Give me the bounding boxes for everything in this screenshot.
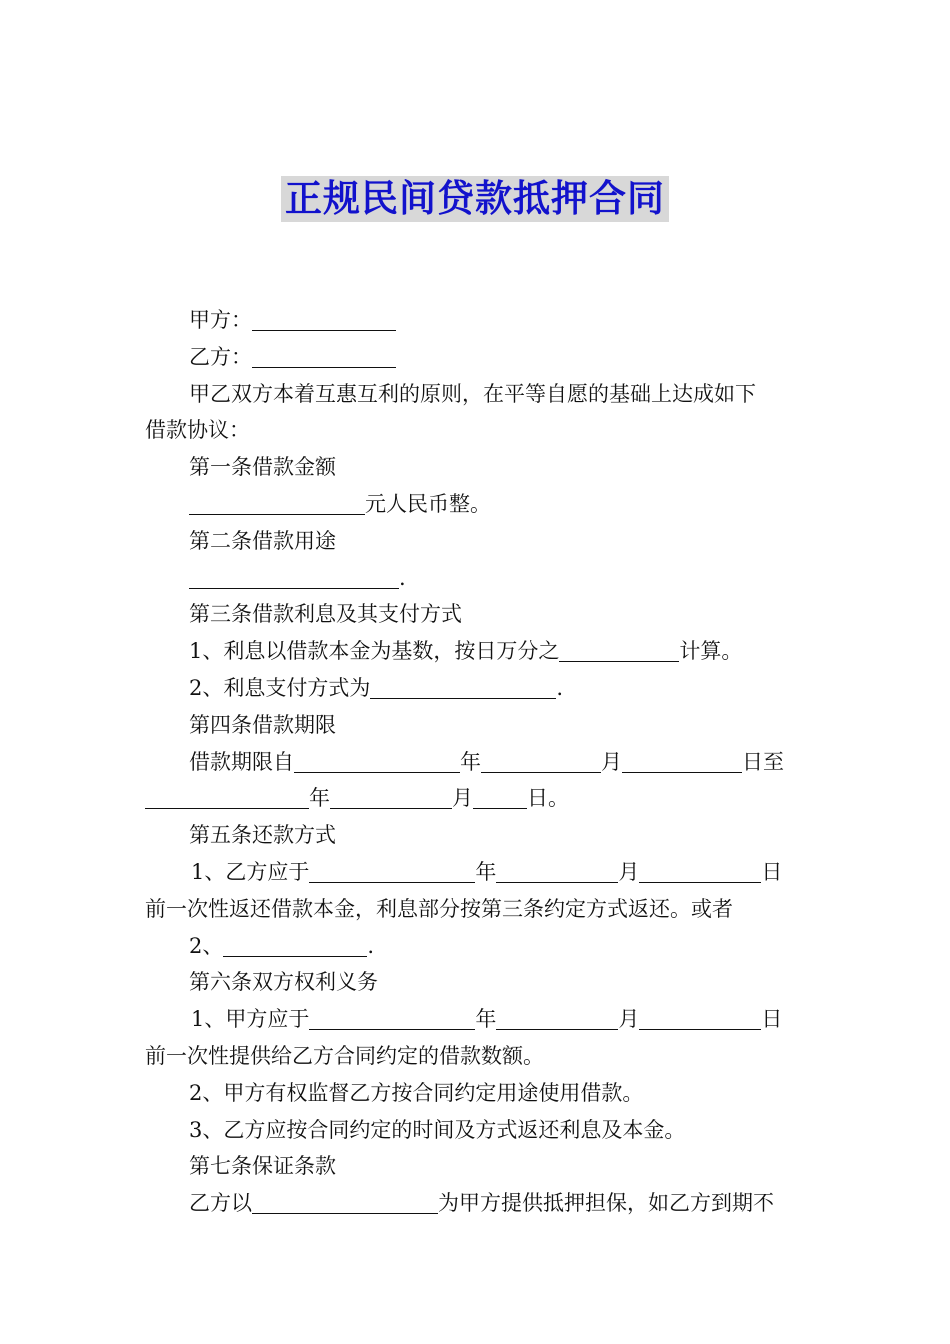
interest-rate-prefix: 1、利息以借款本金为基数，按日万分之 (189, 639, 560, 664)
party-a-line (145, 302, 810, 339)
article-5-item-1-cont: 前一次性返还借款本金，利息部分按第三条约定方式返还。或者 (145, 896, 733, 921)
term-prefix: 借款期限自 (189, 749, 294, 774)
month-label: 月 (452, 786, 473, 811)
interest-rate-suffix: 计算。 (679, 639, 743, 664)
provide-day-blank[interactable] (639, 1007, 761, 1030)
interest-rate-blank[interactable] (559, 639, 679, 662)
article-2-line (145, 560, 810, 597)
article-4-line-1 (145, 744, 810, 781)
party-a-blank[interactable] (252, 308, 396, 331)
article-7-line (145, 1185, 810, 1222)
month-label: 月 (601, 749, 622, 774)
repay-alt-blank[interactable] (223, 934, 367, 957)
repay-year-blank[interactable] (309, 860, 475, 883)
start-month-blank[interactable] (481, 750, 601, 773)
article-1-line (145, 486, 810, 523)
article-6-item-2: 2、甲方有权监督乙方按合同约定用途使用借款。 (189, 1080, 644, 1105)
provide-year-blank[interactable] (309, 1007, 475, 1030)
article-3-item-2 (145, 670, 810, 707)
party-b-label: 乙方： (189, 344, 252, 369)
year-label: 年 (475, 1007, 497, 1032)
article-1-heading: 第一条借款金额 (189, 455, 336, 480)
collateral-suffix: 为甲方提供抵押担保，如乙方到期不 (438, 1191, 774, 1216)
loan-purpose-blank[interactable] (189, 566, 399, 589)
start-day-blank[interactable] (622, 750, 742, 773)
payment-method-suffix: . (556, 675, 564, 700)
article-6-item-3: 3、乙方应按合同约定的时间及方式返还利息及本金。 (189, 1117, 686, 1142)
loan-purpose-suffix: . (399, 565, 406, 590)
payment-method-prefix: 2、利息支付方式为 (189, 675, 371, 700)
article-5-heading: 第五条还款方式 (189, 823, 336, 848)
collateral-prefix: 乙方以 (189, 1191, 252, 1216)
article-6-item-1-cont: 前一次性提供给乙方合同约定的借款数额。 (145, 1043, 544, 1068)
article-2-heading: 第二条借款用途 (189, 528, 336, 553)
repay-month-blank[interactable] (496, 860, 618, 883)
year-label: 年 (309, 786, 330, 811)
contract-body (145, 302, 810, 1222)
repay-day-blank[interactable] (639, 860, 761, 883)
intro-line-2: 借款协议： (145, 418, 250, 443)
month-label: 月 (618, 859, 640, 884)
day-label: 日 (761, 859, 783, 884)
article-4-line-2 (145, 780, 810, 817)
day-to-label: 日至 (742, 749, 784, 774)
article-7-heading: 第七条保证条款 (189, 1154, 336, 1179)
article-6-item-1 (145, 1001, 810, 1038)
day-end-label: 日。 (527, 786, 569, 811)
year-label: 年 (460, 749, 481, 774)
repay-alt-prefix: 2、 (189, 933, 224, 958)
party-a-label: 甲方： (189, 308, 252, 332)
intro-line-1: 甲乙双方本着互惠互利的原则，在平等自愿的基础上达成如下 (189, 381, 756, 406)
start-year-blank[interactable] (294, 750, 460, 773)
party-b-blank[interactable] (252, 345, 396, 368)
end-month-blank[interactable] (330, 786, 452, 809)
loan-amount-blank[interactable] (189, 492, 365, 515)
repay-alt-suffix: . (367, 933, 375, 958)
article-3-heading: 第三条借款利息及其支付方式 (189, 602, 462, 627)
end-year-blank[interactable] (145, 786, 309, 809)
article-6-heading: 第六条双方权利义务 (189, 970, 378, 995)
article-5-item-1 (145, 854, 810, 891)
article-4-heading: 第四条借款期限 (189, 712, 336, 737)
party-b-line (145, 339, 810, 376)
provide-prefix: 1、甲方应于 (191, 1007, 310, 1032)
loan-amount-suffix: 元人民币整。 (365, 491, 491, 516)
day-label: 日 (761, 1007, 783, 1032)
title-container (0, 176, 950, 222)
payment-method-blank[interactable] (370, 676, 556, 699)
document-title: 正规民间贷款抵押合同 (281, 176, 669, 222)
collateral-blank[interactable] (252, 1191, 438, 1214)
year-label: 年 (475, 859, 497, 884)
end-day-blank[interactable] (473, 786, 527, 809)
article-5-item-2 (145, 928, 810, 965)
repay-prefix: 1、乙方应于 (191, 859, 310, 884)
provide-month-blank[interactable] (496, 1007, 618, 1030)
article-3-item-1 (145, 633, 810, 670)
month-label: 月 (618, 1007, 640, 1032)
